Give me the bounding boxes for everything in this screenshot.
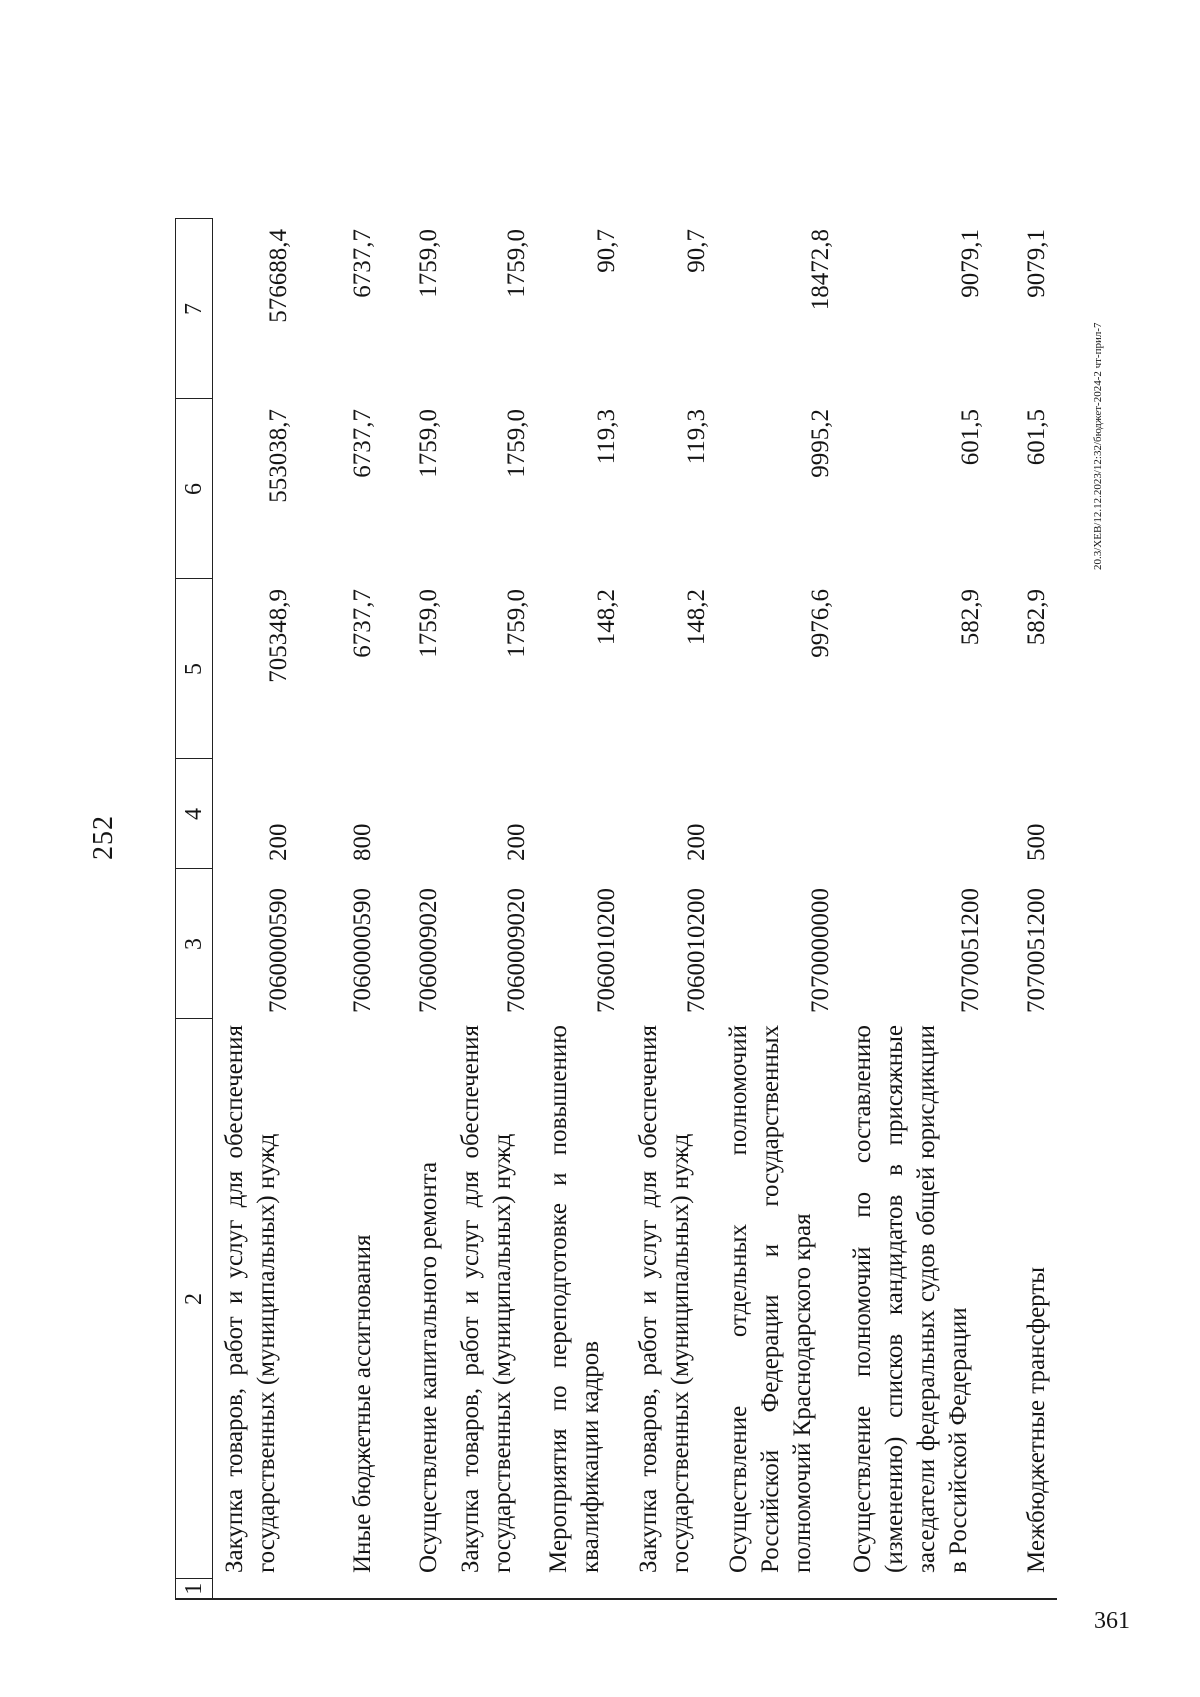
row-value-6: 6737,7 (348, 409, 376, 478)
row-name: Осуществление отдельных полномочий Российской Федерации и государственных полномочий Краснодарского края (724, 1025, 816, 1573)
row-value-6: 119,3 (592, 409, 620, 465)
row-code: 7070051200 (1022, 888, 1050, 1013)
table-row (627, 219, 717, 1599)
row-code: 7070000000 (806, 888, 834, 1013)
inner-page-number: 252 (88, 815, 119, 860)
row-value-7: 9079,1 (956, 229, 984, 298)
rotated-content (80, 80, 1120, 1620)
row-kind (537, 759, 627, 869)
document-reference: 20.3/ХЕВ/12.12.2023/12:32/бюджет-2024-2 чт-прил-7 (1092, 322, 1104, 570)
row-value-6: 601,5 (956, 409, 984, 466)
row-value-7: 90,7 (682, 229, 710, 273)
table-row (841, 219, 991, 1599)
row-value-7: 576688,4 (264, 229, 292, 323)
row-name: Закупка товаров, работ и услуг для обеспечения государственных (муниципальных) нужд (634, 1025, 694, 1573)
row-value-6: 9995,2 (806, 409, 834, 478)
row-value-6: 119,3 (682, 409, 710, 465)
row-value-7: 90,7 (592, 229, 620, 273)
row-value-7: 1759,0 (414, 229, 442, 298)
row-kind (383, 759, 449, 869)
row-value-5: 582,9 (956, 589, 984, 646)
table-row (537, 219, 627, 1599)
header-col-3: 3 (176, 869, 213, 1019)
row-name: Иные бюджетные ассигнования (348, 1234, 376, 1573)
row-code: 7060010200 (682, 888, 710, 1013)
row-value-7: 9079,1 (1022, 229, 1050, 298)
table-row (991, 219, 1057, 1599)
row-code: 7060000590 (348, 888, 376, 1013)
table-row (213, 219, 299, 1599)
row-name: Осуществление полномочий по составлению (изменению) списков кандидатов в присяжные заседатели федеральных судов общей юрисдикции в Российской Федерации (848, 1025, 972, 1573)
row-value-5: 9976,6 (806, 589, 834, 658)
row-code: 7060000590 (264, 888, 292, 1013)
header-col-2: 2 (176, 1019, 213, 1579)
outer-page-number: 361 (1094, 1608, 1130, 1634)
row-kind: 800 (348, 823, 376, 861)
row-kind: 200 (682, 823, 710, 861)
row-value-6: 1759,0 (414, 409, 442, 478)
table-row (449, 219, 537, 1599)
row-kind: 200 (502, 823, 530, 861)
row-code: 7060009020 (502, 888, 530, 1013)
row-value-5: 1759,0 (414, 589, 442, 658)
row-value-5: 148,2 (682, 589, 710, 646)
row-value-5: 148,2 (592, 589, 620, 646)
row-value-5: 705348,9 (264, 589, 292, 683)
row-name: Закупка товаров, работ и услуг для обеспечения государственных (муниципальных) нужд (456, 1025, 516, 1573)
row-kind (841, 759, 991, 869)
row-value-5: 6737,7 (348, 589, 376, 658)
header-col-1: 1 (176, 1579, 213, 1599)
row-kind: 200 (264, 823, 292, 861)
table-row (299, 219, 383, 1599)
header-col-7: 7 (176, 219, 213, 399)
row-kind: 500 (1022, 823, 1050, 861)
budget-table (175, 219, 1057, 1601)
header-col-5: 5 (176, 579, 213, 759)
row-code: 7070051200 (956, 888, 984, 1013)
row-value-6: 1759,0 (502, 409, 530, 478)
table-header-row (176, 219, 213, 1599)
row-value-6: 553038,7 (264, 409, 292, 503)
row-value-7: 18472,8 (806, 229, 834, 311)
row-name: Межбюджетные трансферты (1022, 1266, 1050, 1573)
table-row (717, 219, 841, 1599)
row-value-7: 6737,7 (348, 229, 376, 298)
table-row (383, 219, 449, 1599)
row-value-5: 582,9 (1022, 589, 1050, 646)
row-kind (717, 759, 841, 869)
row-name: Закупка товаров, работ и услуг для обеспечения государственных (муниципальных) нужд (221, 1025, 280, 1573)
row-name: Мероприятия по переподготовке и повышению квалификации кадров (544, 1025, 604, 1573)
row-value-6: 601,5 (1022, 409, 1050, 466)
header-col-6: 6 (176, 399, 213, 579)
row-code: 7060009020 (414, 888, 442, 1013)
header-col-4: 4 (176, 759, 213, 869)
row-name: Осуществление капитального ремонта (414, 1161, 442, 1573)
row-value-7: 1759,0 (502, 229, 530, 298)
row-code: 7060010200 (592, 888, 620, 1013)
row-value-5: 1759,0 (502, 589, 530, 658)
